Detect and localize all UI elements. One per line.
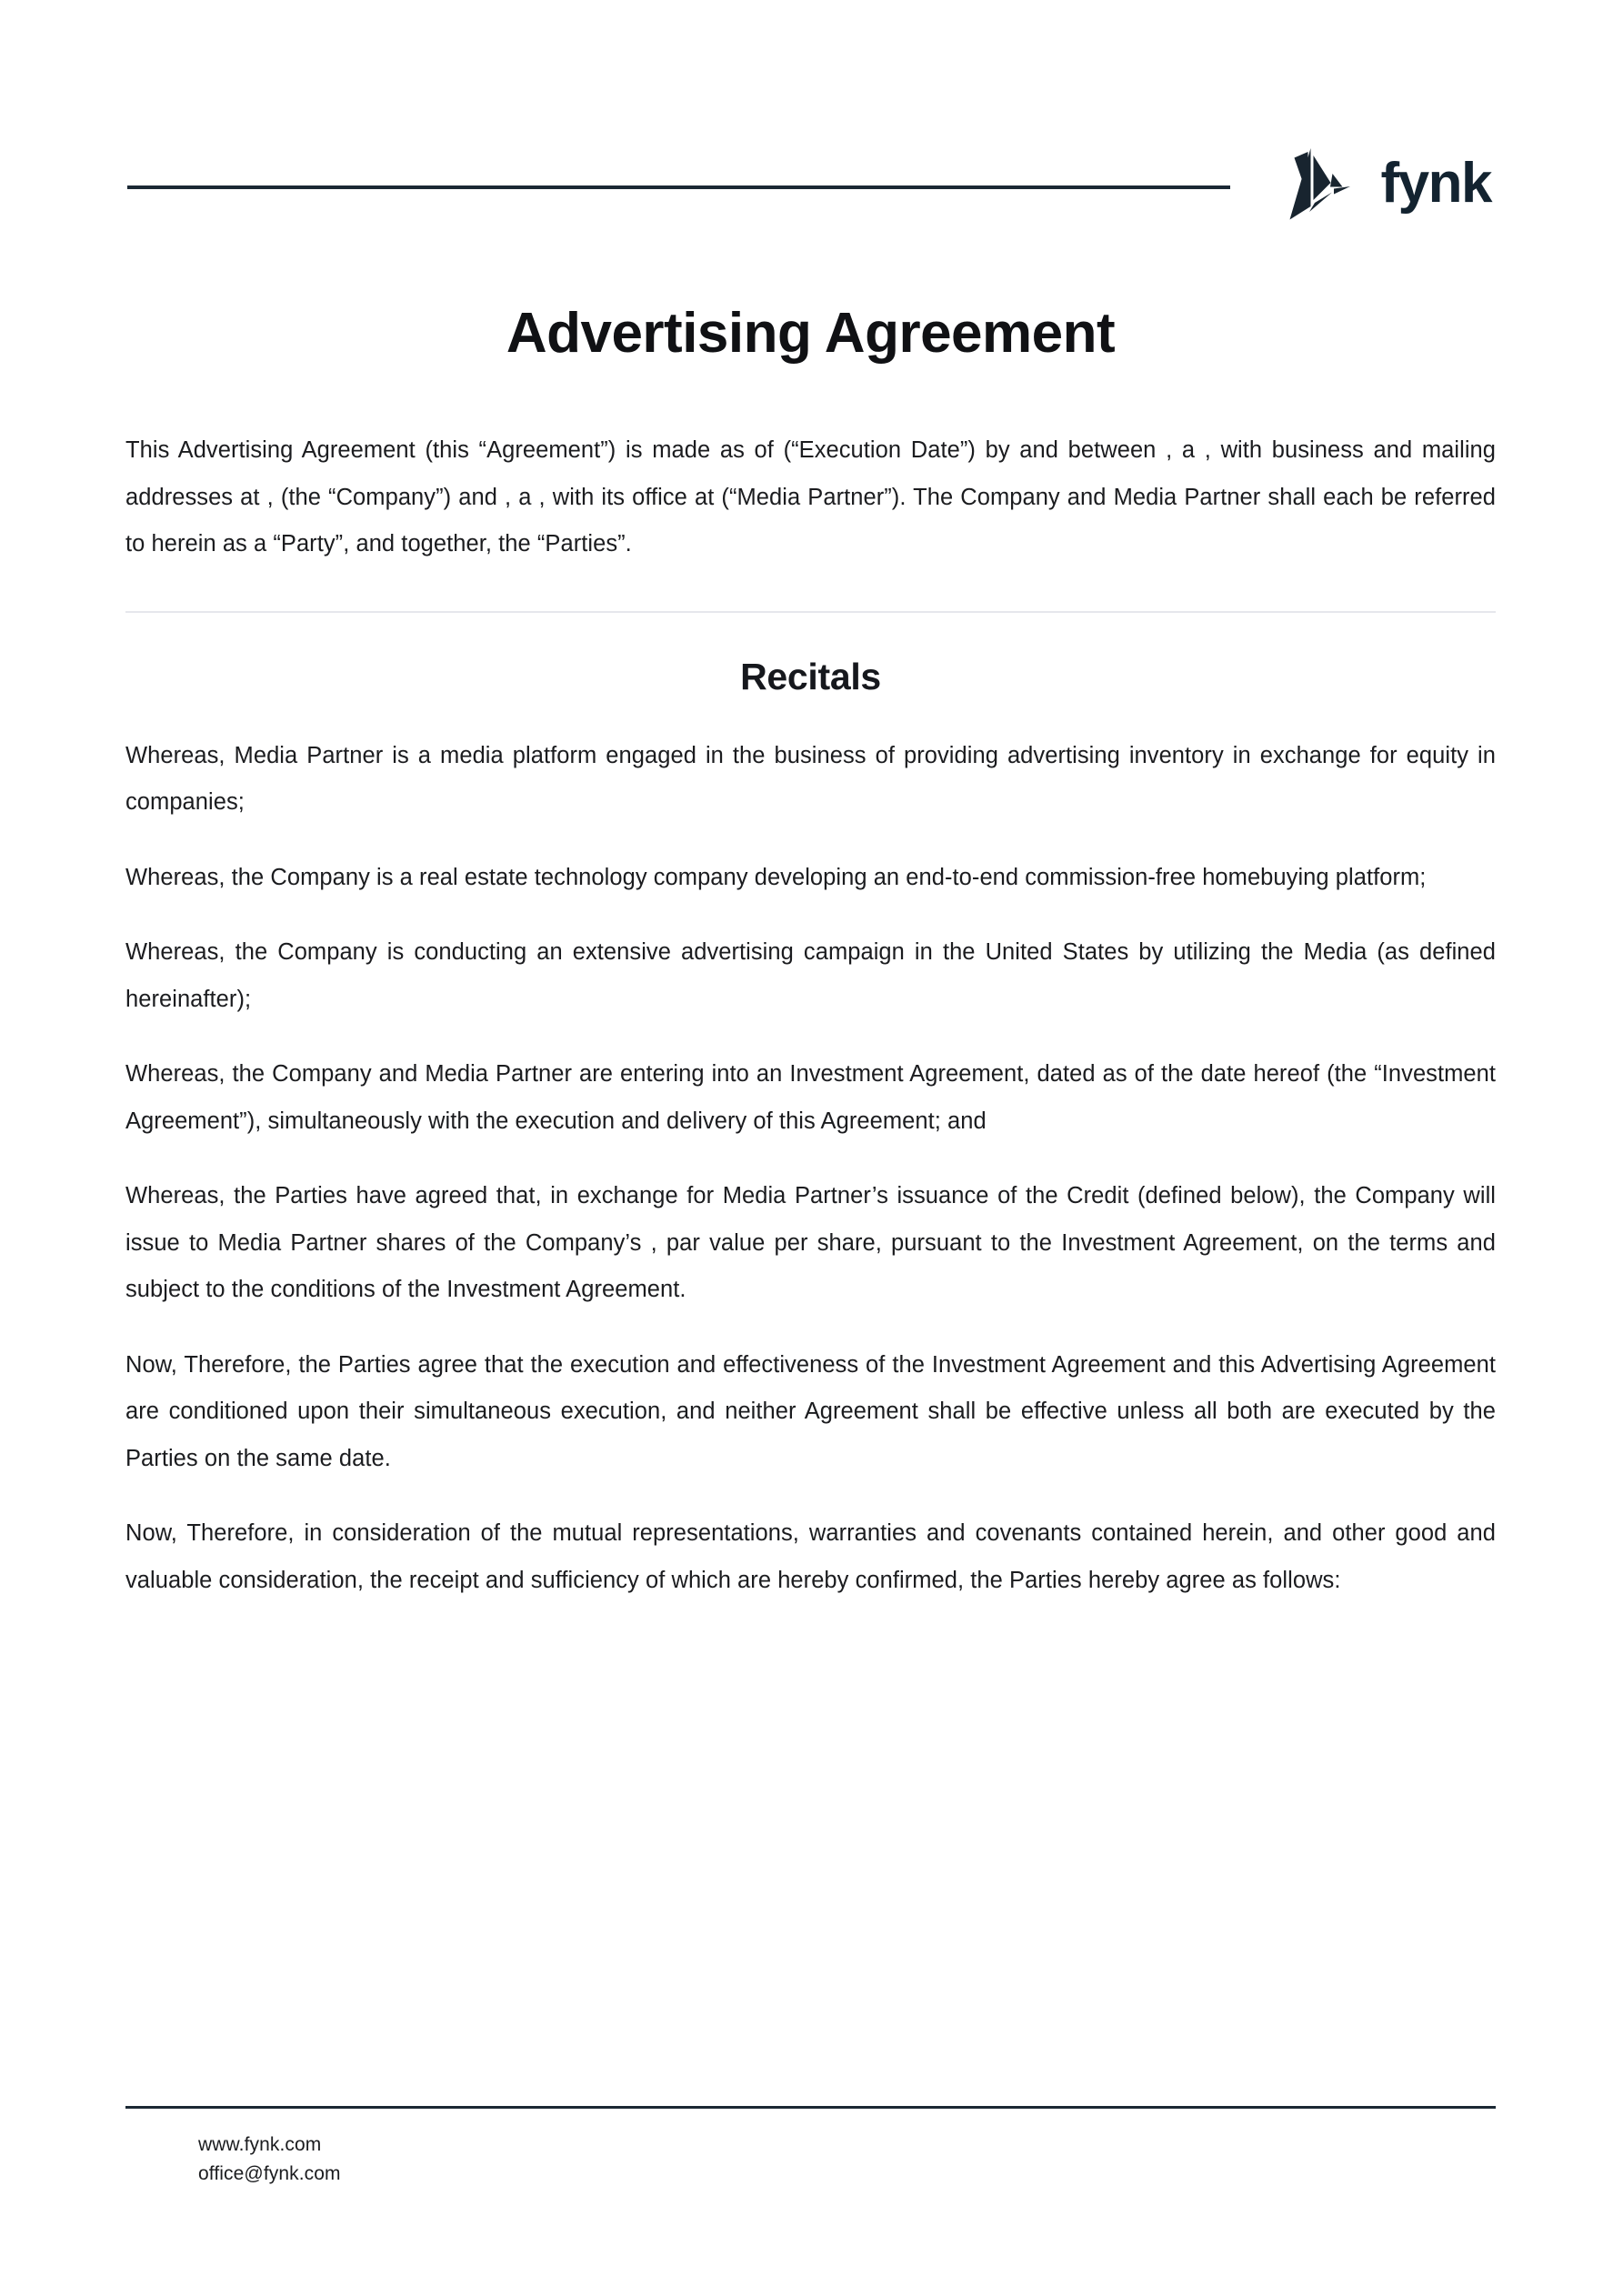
recital-paragraph: Whereas, the Company is conducting an extensive advertising campaign in the United States by utilizing the Media (as defined hereinafter); [125, 939, 1496, 1012]
recital-paragraph: Whereas, the Company is a real estate technology company developing an end-to-end commission-free homebuying platform; [125, 864, 1427, 890]
brand-wordmark: fynk [1380, 152, 1491, 215]
footer-email[interactable]: office@fynk.com [198, 2162, 341, 2184]
recital-paragraph: Whereas, the Parties have agreed that, in exchange for Media Partner’s issuance of the Credit (defined below), the Company will issue to Media Partner shares of the Company’s , par value per share, pursuant to the Investment Agreement, on the terms and subject to the conditions of the Investment Agreement. [125, 1183, 1496, 1303]
origami-bird-icon [1277, 146, 1361, 226]
footer-website[interactable]: www.fynk.com [198, 2134, 322, 2155]
recital-paragraph: Now, Therefore, in consideration of the mutual representations, warranties and covenants contained herein, and other good and valuable consideration, the receipt and sufficiency of which are hereby confirmed, the Parties hereby agree as follows: [125, 1520, 1496, 1593]
recital-paragraph: Whereas, the Company and Media Partner are entering into an Investment Agreement, dated as of the date hereof (the “Investment Agreement”), simultaneously with the execution and delivery of this Agreement; and [125, 1061, 1496, 1134]
recitals-section [125, 733, 1496, 1605]
section-heading-recitals: Recitals [740, 655, 881, 697]
brand-logo [1277, 146, 1496, 226]
recital-paragraph: Now, Therefore, the Parties agree that the execution and effectiveness of the Investment Agreement and this Advertising Agreement are conditioned upon their simultaneous execution, and neither Agreement shall be effective unless all both are executed by the Parties on the same date. [125, 1351, 1496, 1471]
page-header [0, 136, 1623, 236]
page-title: Advertising Agreement [506, 302, 1116, 365]
intro-paragraph: This Advertising Agreement (this “Agreement”) is made as of (“Execution Date”) by and between , a , with business and mailing addresses at , (the “Company”) and , a , with its office at (“Media Partner”). The Company and Media Partner shall each be referred to herein as a “Party”, and together, the “Parties”. [125, 437, 1496, 557]
header-divider-rule [127, 185, 1230, 189]
footer-contact-block [125, 2109, 1496, 2189]
page-footer [125, 2106, 1496, 2189]
recital-paragraph: Whereas, Media Partner is a media platform engaged in the business of providing advertising inventory in exchange for equity in companies; [125, 742, 1496, 816]
document-body [125, 300, 1496, 1604]
intro-section [125, 427, 1496, 568]
